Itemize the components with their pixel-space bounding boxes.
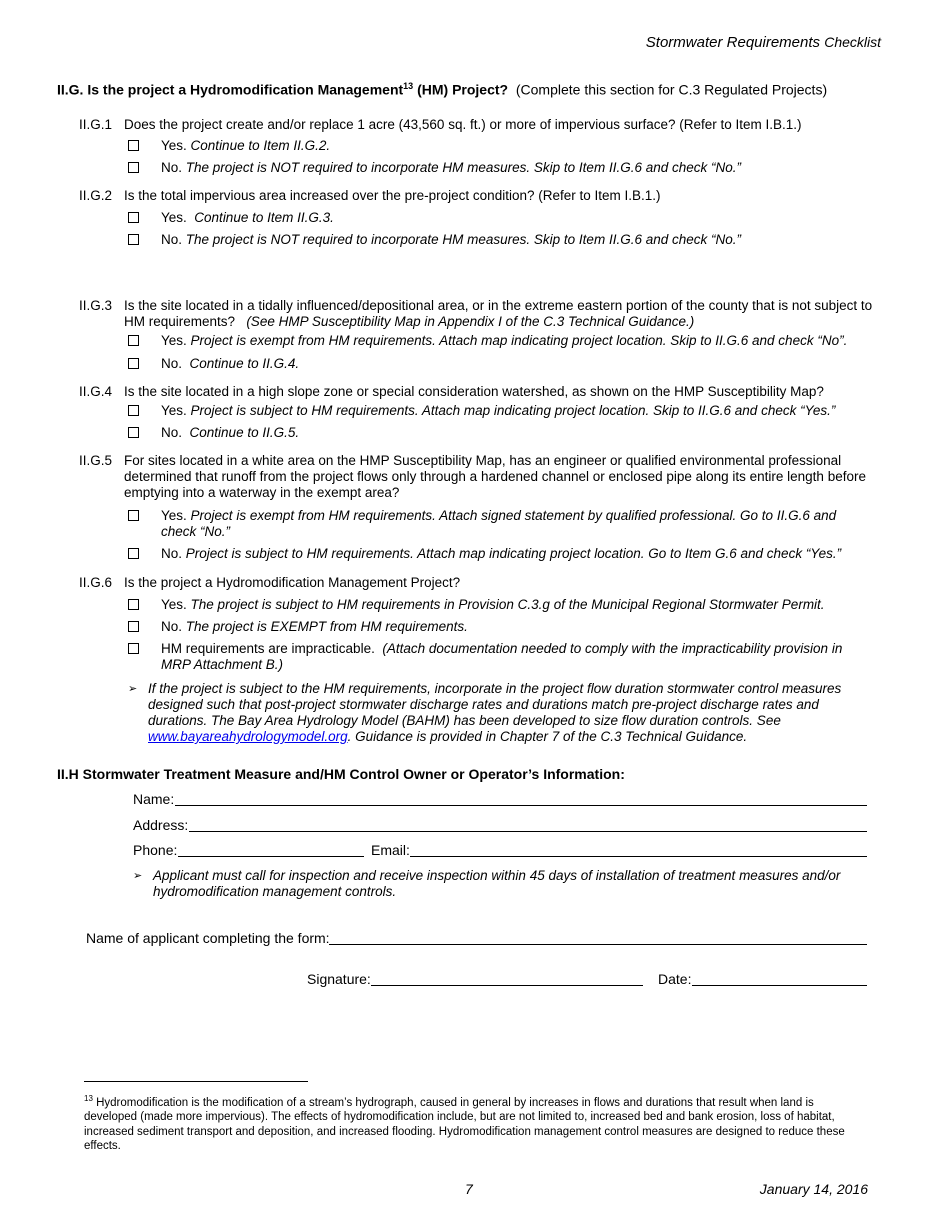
- bullet-text: Applicant must call for inspection and receive inspection within 45 days of installation of treatment measures and/or hydromodification management controls.: [153, 868, 841, 899]
- bullet-text-end: . Guidance is provided in Chapter 7 of the C.3 Technical Guidance.: [347, 729, 748, 744]
- header-title: Stormwater Requirements: [645, 34, 821, 51]
- option-text: The project is EXEMPT from HM requirements.: [185, 619, 468, 634]
- option-label: Yes.: [161, 210, 187, 225]
- footnote-text: Hydromodification is the modification of a stream’s hydrograph, caused in general by increases in flows and durations that result when land is developed (made more impervious). The effects of hydromodification include, but are not limited to, increased bed and bank erosion, loss of habitat, increased sediment transport and deposition, and increased flooding. Hydromodification management control measures are designed to reduce these effects.: [84, 1096, 845, 1153]
- option-text: Project is subject to HM requirements. Attach map indicating project location. Skip to II.G.6 and check “Yes.”: [190, 403, 836, 418]
- section-g-heading: [57, 81, 827, 98]
- applicant-name-field[interactable]: [329, 944, 867, 945]
- section-g-title: II.G. Is the project a Hydromodification Management: [57, 81, 404, 98]
- option-label: Yes.: [161, 138, 187, 153]
- option-text: Project is subject to HM requirements. Attach map indicating project location. Go to Item G.6 and check “Yes.”: [185, 546, 842, 561]
- option-label: No.: [161, 425, 183, 440]
- question-note: (See HMP Susceptibility Map in Appendix I of the C.3 Technical Guidance.): [246, 314, 695, 329]
- option-label: Yes.: [161, 597, 187, 612]
- option-label: Yes.: [161, 333, 187, 348]
- checkbox-icon[interactable]: [128, 140, 139, 151]
- footnote-divider: [84, 1081, 308, 1082]
- checkbox-icon[interactable]: [128, 643, 139, 654]
- footnote: [84, 1092, 869, 1154]
- checkbox-icon[interactable]: [128, 548, 139, 559]
- address-label: Address:: [133, 817, 189, 833]
- section-h-heading: II.H Stormwater Treatment Measure and/HM Control Owner or Operator’s Information:: [57, 766, 625, 782]
- footnote-number: 13: [84, 1094, 93, 1103]
- question-g3: [79, 298, 889, 332]
- address-field[interactable]: [189, 831, 867, 832]
- signature-field[interactable]: [371, 985, 643, 986]
- option-text: Project is exempt from HM requirements. Attach map indicating project location. Skip to II.G.6 and check “No”.: [190, 333, 848, 348]
- question-number: II.G.1: [79, 117, 113, 132]
- checkbox-icon[interactable]: [128, 212, 139, 223]
- option-label: HM requirements are impracticable.: [161, 641, 375, 656]
- question-number: II.G.3: [79, 298, 113, 313]
- checkbox-icon[interactable]: [128, 162, 139, 173]
- question-number: II.G.2: [79, 188, 113, 203]
- option-text: The project is NOT required to incorporate HM measures. Skip to Item II.G.6 and check “No.”: [185, 232, 741, 247]
- option-label: No.: [161, 546, 183, 561]
- section-g-title-end: (HM) Project?: [413, 81, 509, 98]
- option-text: The project is subject to HM requirements in Provision C.3.g of the Municipal Regional Stormwater Permit.: [190, 597, 825, 612]
- option-label: Yes.: [161, 403, 187, 418]
- option-label: No.: [161, 232, 183, 247]
- checkbox-icon[interactable]: [128, 599, 139, 610]
- date-field[interactable]: [692, 985, 867, 986]
- option-text: Continue to Item II.G.3.: [194, 210, 334, 225]
- question-text: Is the site located in a tidally influenced/depositional area, or in the extreme eastern portion of the county that is not subject to HM requirements?: [124, 298, 873, 329]
- option-label: No.: [161, 356, 183, 371]
- option-label: No.: [161, 619, 183, 634]
- option-text: Continue to Item II.G.2.: [190, 138, 331, 153]
- name-label: Name:: [133, 791, 175, 807]
- question-text: For sites located in a white area on the HMP Susceptibility Map, has an engineer or qualified environmental professional determined that runoff from the project flows only through a hardened channel or enclosed pipe along its entire length before emptying into a waterway in the exempt area?: [124, 453, 866, 500]
- option-text: Continue to II.G.4.: [189, 356, 300, 371]
- phone-label: Phone:: [133, 842, 178, 858]
- checkbox-icon[interactable]: [128, 358, 139, 369]
- email-field[interactable]: [410, 856, 867, 857]
- question-text: Is the site located in a high slope zone or special consideration watershed, as shown on the HMP Susceptibility Map?: [124, 384, 824, 399]
- option-text: Continue to II.G.5.: [189, 425, 300, 440]
- footer-date: January 14, 2016: [759, 1181, 868, 1197]
- phone-field[interactable]: [178, 856, 364, 857]
- question-number: II.G.6: [79, 575, 113, 590]
- arrow-bullet-icon: ➢: [128, 683, 138, 695]
- option-label: No.: [161, 160, 183, 175]
- footnote-ref: 13: [403, 81, 414, 91]
- question-text: Is the project a Hydromodification Management Project?: [124, 575, 461, 590]
- checkbox-icon[interactable]: [128, 335, 139, 346]
- option-label: Yes.: [161, 508, 187, 523]
- question-g5: [79, 453, 889, 503]
- checkbox-icon[interactable]: [128, 510, 139, 521]
- signature-label: Signature:: [307, 971, 371, 987]
- date-label: Date:: [658, 971, 692, 987]
- checkbox-icon[interactable]: [128, 427, 139, 438]
- option-text: Project is exempt from HM requirements. Attach signed statement by qualified professional. Go to II.G.6 and check “No.”: [161, 508, 837, 539]
- applicant-name-label: Name of applicant completing the form:: [86, 930, 330, 946]
- arrow-bullet-icon: ➢: [133, 870, 143, 882]
- question-number: II.G.4: [79, 384, 113, 399]
- question-text: Does the project create and/or replace 1 acre (43,560 sq. ft.) or more of impervious surface? (Refer to Item I.B.1.): [124, 117, 802, 132]
- section-g-note: (Complete this section for C.3 Regulated Projects): [515, 81, 828, 98]
- page-header: [646, 34, 881, 51]
- bahm-link[interactable]: www.bayareahydrologymodel.org: [148, 729, 348, 744]
- checkbox-icon[interactable]: [128, 621, 139, 632]
- checkbox-icon[interactable]: [128, 234, 139, 245]
- page-number: 7: [465, 1181, 473, 1197]
- bullet-text: If the project is subject to the HM requirements, incorporate in the project flow duration stormwater control measures designed such that post-project stormwater discharge rates and durations match pre-project discharge rates and durations. The Bay Area Hydrology Model (BAHM) has been developed to size flow duration controls. See: [148, 681, 842, 728]
- question-text: Is the total impervious area increased over the pre-project condition? (Refer to Item I.B.1.): [124, 188, 661, 203]
- question-number: II.G.5: [79, 453, 113, 468]
- option-text: (Attach documentation needed to comply with the impracticability provision in MRP Attachment B.): [161, 641, 843, 672]
- name-field[interactable]: [175, 805, 867, 806]
- email-label: Email:: [371, 842, 410, 858]
- checkbox-icon[interactable]: [128, 405, 139, 416]
- option-text: The project is NOT required to incorporate HM measures. Skip to Item II.G.6 and check “No.”: [185, 160, 741, 175]
- header-suffix: Checklist: [824, 34, 881, 50]
